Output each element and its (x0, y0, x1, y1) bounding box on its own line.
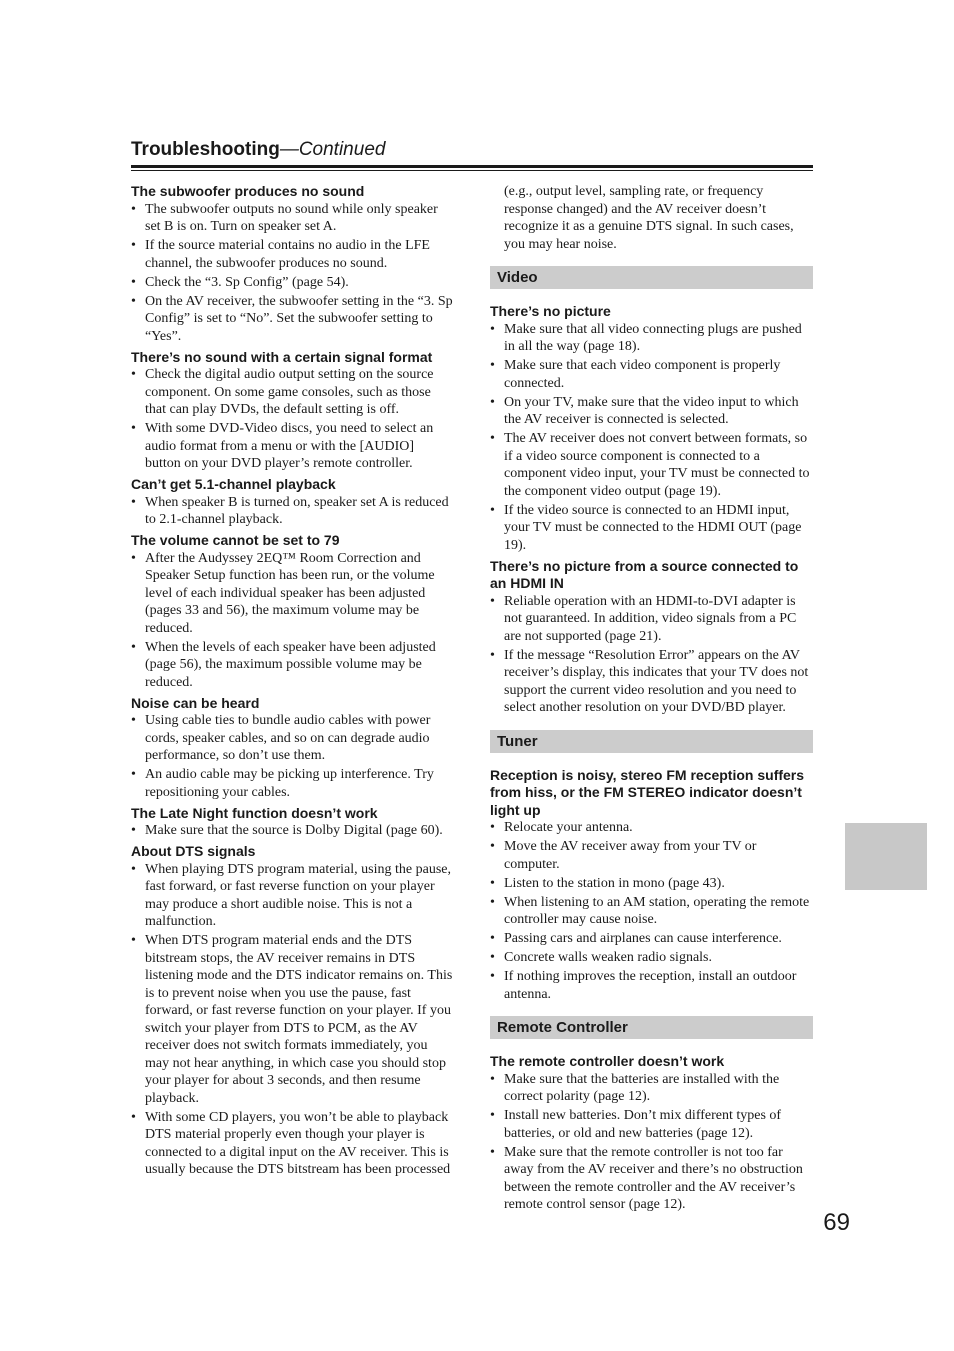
list-item: • The AV receiver does not convert between formats, so if a video source component is connected to a component video input, your TV must be connected to the component video output (page 19). (490, 430, 813, 500)
list-item: • When speaker B is turned on, speaker set A is reduced to 2.1-channel playback. (131, 494, 453, 529)
list-item: • Make sure that the remote controller is not too far away from the AV receiver and there’s no obstruction between the remote controller and the AV receiver’s remote control sensor (page 12). (490, 1144, 813, 1214)
topic-heading: Reception is noisy, stereo FM reception suffers from hiss, or the FM STEREO indicator doesn’t light up (490, 766, 805, 818)
list-item: • When playing DTS program material, using the pause, fast forward, or fast reverse function on your player may produce a short audible noise. This is not a malfunction. (131, 861, 453, 931)
list-item: • After the Audyssey 2EQ™ Room Correction and Speaker Setup function has been run, or the volume level of each individual speaker has been adjusted (pages 33 and 56), the maximum volume may be reduced. (131, 550, 453, 638)
chapter-tab (845, 823, 927, 890)
list-item: • Passing cars and airplanes can cause interference. (490, 930, 813, 948)
list-item: • Listen to the station in mono (page 43). (490, 875, 813, 893)
header-rule-thin (131, 170, 813, 171)
bullet-list (131, 366, 453, 473)
bullet-list (131, 861, 453, 1179)
list-item: • Check the “3. Sp Config” (page 54). (131, 274, 453, 292)
list-item: • Concrete walls weaken radio signals. (490, 949, 813, 967)
list-item: • With some CD players, you won’t be able to playback DTS material properly even though your player is connected to a digital input on the AV receiver. This is usually because the DTS bitstream has been processed (131, 1109, 453, 1179)
page-header (131, 138, 813, 162)
list-item: • On the AV receiver, the subwoofer setting in the “3. Sp Config” is set to “No”. Set the subwoofer setting to “Yes”. (131, 293, 453, 346)
list-item: • Using cable ties to bundle audio cables with power cords, speaker cables, and so on can degrade audio performance, so don’t use them. (131, 712, 453, 765)
section-bar-remote-controller: Remote Controller (490, 1016, 813, 1039)
bullet-list (490, 321, 813, 555)
header-rule-thick (131, 165, 813, 168)
topic-heading: Noise can be heard (131, 694, 260, 711)
list-item: • If the source material contains no audio in the LFE channel, the subwoofer produces no sound. (131, 237, 453, 272)
topic-heading: The subwoofer produces no sound (131, 183, 365, 199)
list-item: • Make sure that all video connecting plugs are pushed in all the way (page 18). (490, 321, 813, 356)
list-item: • With some DVD-Video discs, you need to select an audio format from a menu or with the [AUDIO] button on your DVD player’s remote controller. (131, 420, 453, 473)
page-title: Troubleshooting (131, 139, 280, 160)
continued-paragraph: (e.g., output level, sampling rate, or frequency response changed) and the AV receiver doesn’t recognize it as a genuine DTS signal. In such cases, you may hear noise. (504, 184, 794, 252)
bullet-list (131, 822, 453, 840)
topic-heading: The volume cannot be set to 79 (131, 532, 340, 548)
list-item: • Install new batteries. Don’t mix different types of batteries, or old and new batteries (page 12). (490, 1107, 813, 1142)
list-item: • If nothing improves the reception, install an outdoor antenna. (490, 968, 813, 1003)
bullet-list (490, 593, 813, 717)
list-item: • Make sure that each video component is properly connected. (490, 357, 813, 392)
list-item: • Make sure that the source is Dolby Digital (page 60). (131, 822, 453, 840)
list-item: • When the levels of each speaker have been adjusted (page 56), the maximum possible volume may be reduced. (131, 639, 453, 692)
section-bar-video: Video (490, 266, 813, 289)
left-column (131, 183, 453, 1182)
topic-heading: There’s no picture from a source connected to an HDMI IN (490, 557, 799, 591)
list-item: • The subwoofer outputs no sound while only speaker set B is on. Turn on speaker set A. (131, 201, 453, 236)
page-number: 69 (823, 1209, 850, 1236)
list-item: • Relocate your antenna. (490, 819, 813, 837)
bullet-list (490, 819, 813, 1003)
list-item: • Move the AV receiver away from your TV or computer. (490, 838, 813, 873)
topic-heading: There’s no sound with a certain signal format (131, 348, 433, 365)
topic-heading: Can’t get 5.1-channel playback (131, 476, 336, 492)
list-item: • If the video source is connected to an HDMI input, your TV must be connected to the HDMI OUT (page 19). (490, 502, 813, 555)
topic-heading: About DTS signals (131, 843, 256, 859)
list-item: • When DTS program material ends and the DTS bitstream stops, the AV receiver remains in DTS listening mode and the DTS indicator remains on. This is to prevent noise when you use the pause, fast forward, or fast reverse function on your player. If you switch your player from DTS to PCM, as the AV receiver does not switch formats immediately, you may not hear anything, in which case you should stop your player for about 3 seconds, and then resume playback. (131, 932, 453, 1107)
bullet-list (490, 1071, 813, 1214)
topic-heading: There’s no picture (490, 303, 611, 319)
topic-heading: The remote controller doesn’t work (490, 1053, 725, 1069)
list-item: • When listening to an AM station, operating the remote controller may cause noise. (490, 894, 813, 929)
list-item: • Make sure that the batteries are installed with the correct polarity (page 12). (490, 1071, 813, 1106)
continued-label: —Continued (279, 139, 386, 160)
list-item: • Check the digital audio output setting on the source component. On some game consoles, such as those that can play DVDs, the default setting is off. (131, 366, 453, 419)
list-item: • If the message “Resolution Error” appears on the AV receiver’s display, this indicates that your TV does not support the current video resolution and you need to select another resolution on your DVD/BD player. (490, 647, 813, 717)
bullet-list (131, 712, 453, 801)
bullet-list (131, 201, 453, 346)
list-item: • An audio cable may be picking up interference. Try repositioning your cables. (131, 766, 453, 801)
list-item: • Reliable operation with an HDMI-to-DVI adapter is not guaranteed. In addition, video signals from a PC are not supported (page 21). (490, 593, 813, 646)
bullet-list (131, 494, 453, 529)
topic-heading: The Late Night function doesn’t work (131, 804, 378, 821)
list-item: • On your TV, make sure that the video input to which the AV receiver is connected is selected. (490, 394, 813, 429)
bullet-list (131, 550, 453, 692)
right-column (490, 183, 813, 1217)
section-bar-tuner: Tuner (490, 730, 813, 753)
